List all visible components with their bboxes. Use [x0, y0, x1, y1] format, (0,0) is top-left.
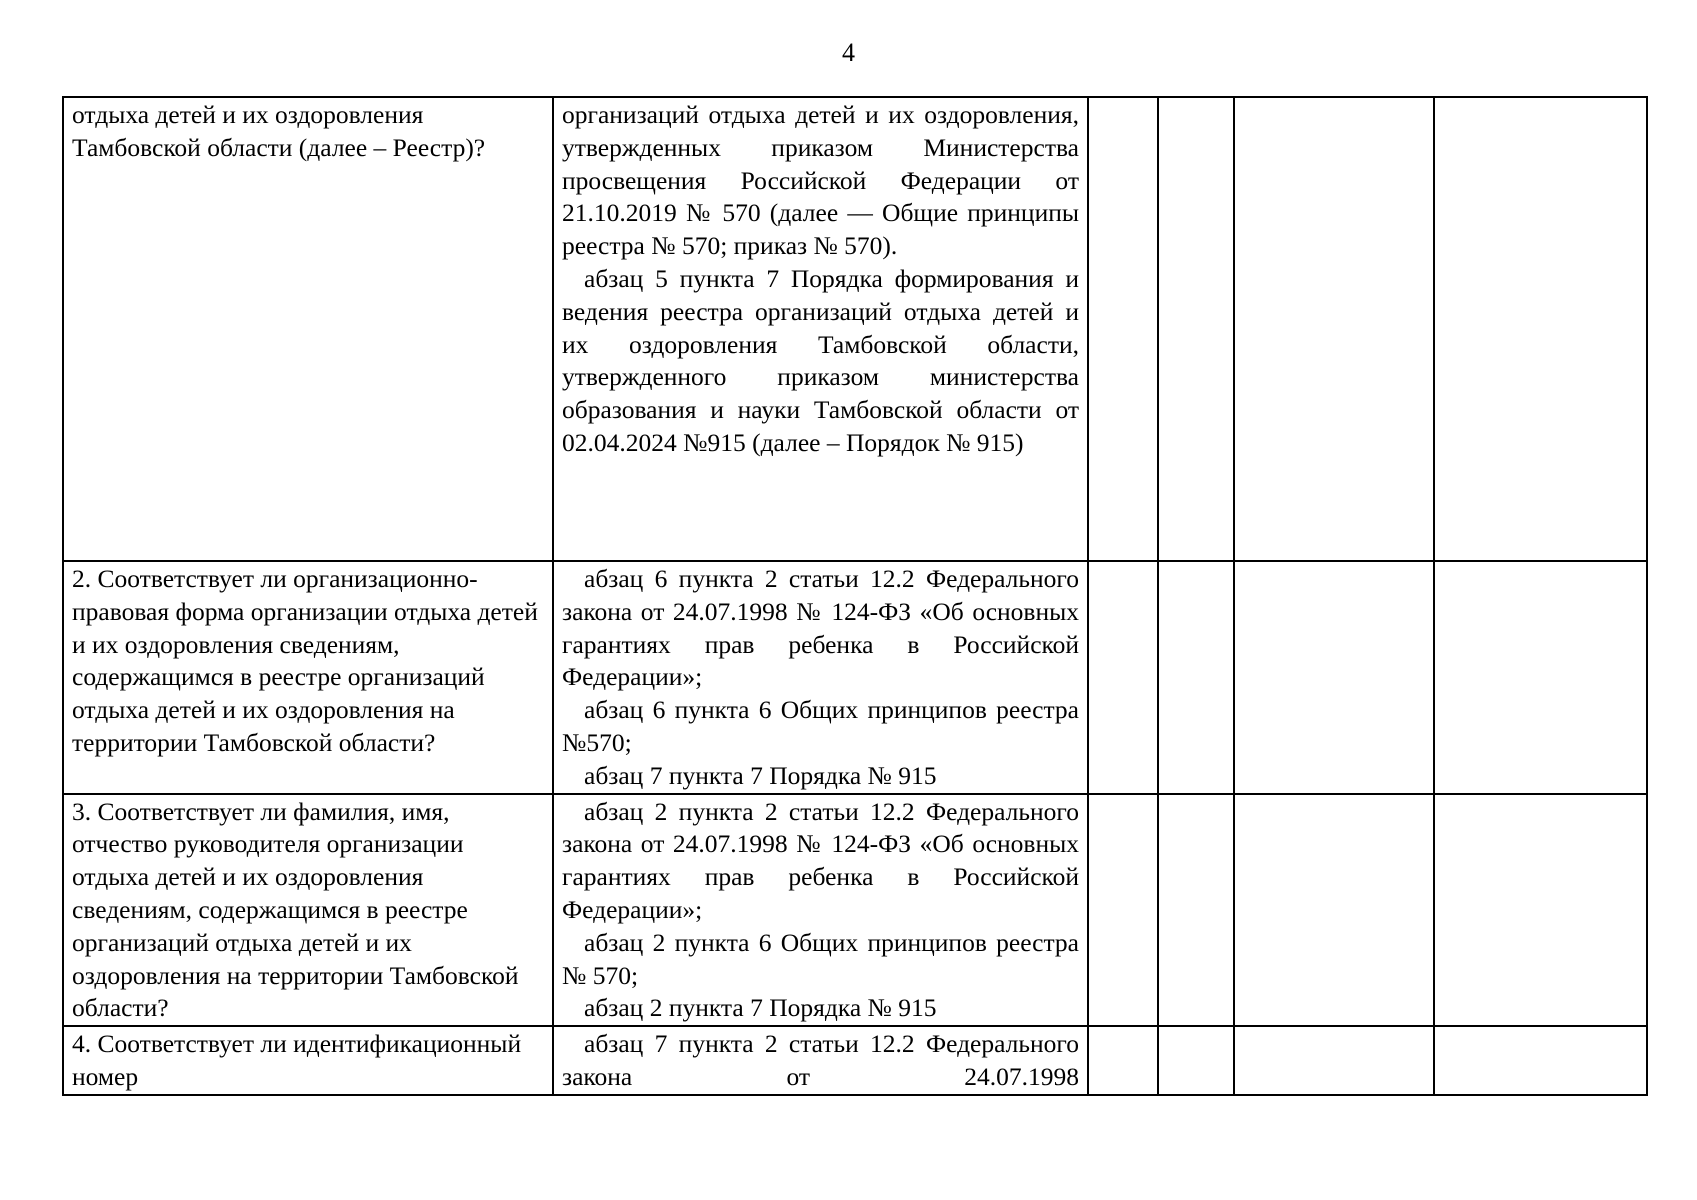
legal-reference-cell — [553, 794, 1088, 1027]
answer-yes-cell — [1088, 794, 1158, 1027]
answer-no-cell — [1158, 97, 1234, 561]
answer-yes-cell — [1088, 1026, 1158, 1095]
reference-paragraph: абзац 6 пункта 6 Общих принципов реестра №570; — [562, 695, 1079, 757]
not-applicable-cell — [1234, 1026, 1434, 1095]
not-applicable-cell — [1234, 97, 1434, 561]
notes-cell — [1434, 1026, 1647, 1095]
page-number: 4 — [842, 38, 855, 67]
legal-reference-cell — [553, 97, 1088, 561]
answer-no-cell — [1158, 561, 1234, 794]
notes-cell — [1434, 97, 1647, 561]
legal-reference-cell — [553, 561, 1088, 794]
question-cell: 3. Соответствует ли фамилия, имя, отчество руководителя организации отдыха детей и их оздоровления сведениям, содержащимся в реестре организаций отдыха детей и их оздоровления на территории Тамбовской области? — [63, 794, 553, 1027]
reference-paragraph: абзац 2 пункта 2 статьи 12.2 Федерального закона от 24.07.1998 № 124-ФЗ «Об основных гарантиях прав ребенка в Российской Федерации»; — [562, 796, 1079, 924]
table-row — [63, 97, 1647, 561]
reference-paragraph: абзац 7 пункта 2 статьи 12.2 Федерального закона от 24.07.1998 — [562, 1029, 1079, 1091]
reference-paragraph: абзац 7 пункта 7 Порядка № 915 — [584, 760, 937, 790]
table-row — [63, 1026, 1647, 1095]
question-cell: отдыха детей и их оздоровления Тамбовской области (далее – Реестр)? — [63, 97, 553, 561]
answer-no-cell — [1158, 1026, 1234, 1095]
reference-paragraph: организаций отдыха детей и их оздоровления, утвержденных приказом Министерства просвещения Российской Федерации от 21.10.2019 № 570 (далее — Общие принципы реестра № 570; приказ № 570). — [562, 100, 1079, 261]
question-cell: 4. Соответствует ли идентификационный номер — [63, 1026, 553, 1095]
answer-no-cell — [1158, 794, 1234, 1027]
question-cell: 2. Соответствует ли организационно-правовая форма организации отдыха детей и их оздоровления сведениям, содержащимся в реестре организаций отдыха детей и их оздоровления на территории Тамбовской области? — [63, 561, 553, 794]
not-applicable-cell — [1234, 794, 1434, 1027]
reference-paragraph: абзац 5 пункта 7 Порядка формирования и ведения реестра организаций отдыха детей и их оздоровления Тамбовской области, утвержденного приказом министерства образования и науки Тамбовской области от 02.04.2024 №915 (далее – Порядок № 915) — [562, 263, 1079, 457]
table-row — [63, 794, 1647, 1027]
notes-cell — [1434, 794, 1647, 1027]
reference-paragraph: абзац 2 пункта 6 Общих принципов реестра № 570; — [562, 927, 1079, 990]
reference-paragraph: абзац 2 пункта 7 Порядка № 915 — [584, 993, 937, 1023]
checklist-table — [62, 96, 1648, 1096]
answer-yes-cell — [1088, 561, 1158, 794]
legal-reference-cell — [553, 1026, 1088, 1095]
notes-cell — [1434, 561, 1647, 794]
table-row — [63, 561, 1647, 794]
not-applicable-cell — [1234, 561, 1434, 794]
reference-paragraph: абзац 6 пункта 2 статьи 12.2 Федерального закона от 24.07.1998 № 124-ФЗ «Об основных гарантиях прав ребенка в Российской Федерации»; — [562, 564, 1079, 692]
answer-yes-cell — [1088, 97, 1158, 561]
